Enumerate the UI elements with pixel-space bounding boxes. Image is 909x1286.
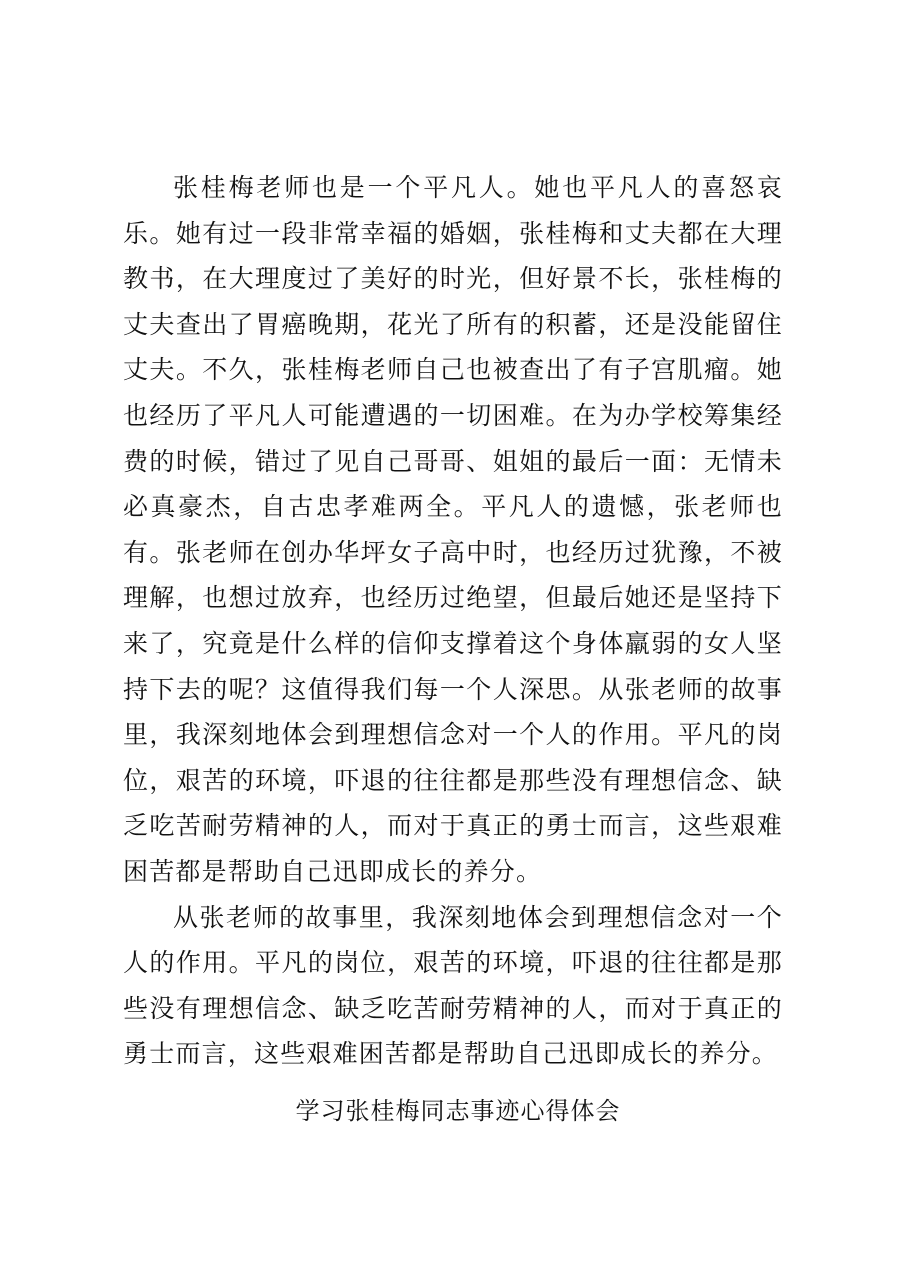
closing-title: 学习张桂梅同志事迹心得体会 <box>295 1096 621 1125</box>
body-paragraph-1: 张桂梅老师也是一个平凡人。她也平凡人的喜怒哀乐。她有过一段非常幸福的婚姻，张桂梅和丈夫都在大理教书，在大理度过了美好的时光，但好景不长，张桂梅的丈夫查出了胃癌晚期，花光了所有的积蓄，还是没能留住丈夫。不久，张桂梅老师自己也被查出了有子宫肌瘤。她也经历了平凡人可能遭遇的一切困难。在为办学校筹集经费的时候，错过了见自己哥哥、姐姐的最后一面：无情未必真豪杰，自古忠孝难两全。平凡人的遗憾，张老师也有。张老师在创办华坪女子高中时，也经历过犹豫，不被理解，也想过放弃，也经历过绝望，但最后她还是坚持下来了，究竟是什么样的信仰支撑着这个身体羸弱的女人坚持下去的呢？这值得我们每一个人深思。从张老师的故事里，我深刻地体会到理想信念对一个人的作用。平凡的岗位，艰苦的环境，吓退的往往都是那些没有理想信念、缺乏吃苦耐劳精神的人，而对于真正的勇士而言，这些艰难困苦都是帮助自己迅即成长的养分。 <box>123 173 783 886</box>
document-body <box>123 165 783 1131</box>
body-paragraph-2: 从张老师的故事里，我深刻地体会到理想信念对一个人的作用。平凡的岗位，艰苦的环境，吓退的往往都是那些没有理想信念、缺乏吃苦耐劳精神的人，而对于真正的勇士而言，这些艰难困苦都是帮助自己迅即成长的养分。 <box>123 902 783 1069</box>
